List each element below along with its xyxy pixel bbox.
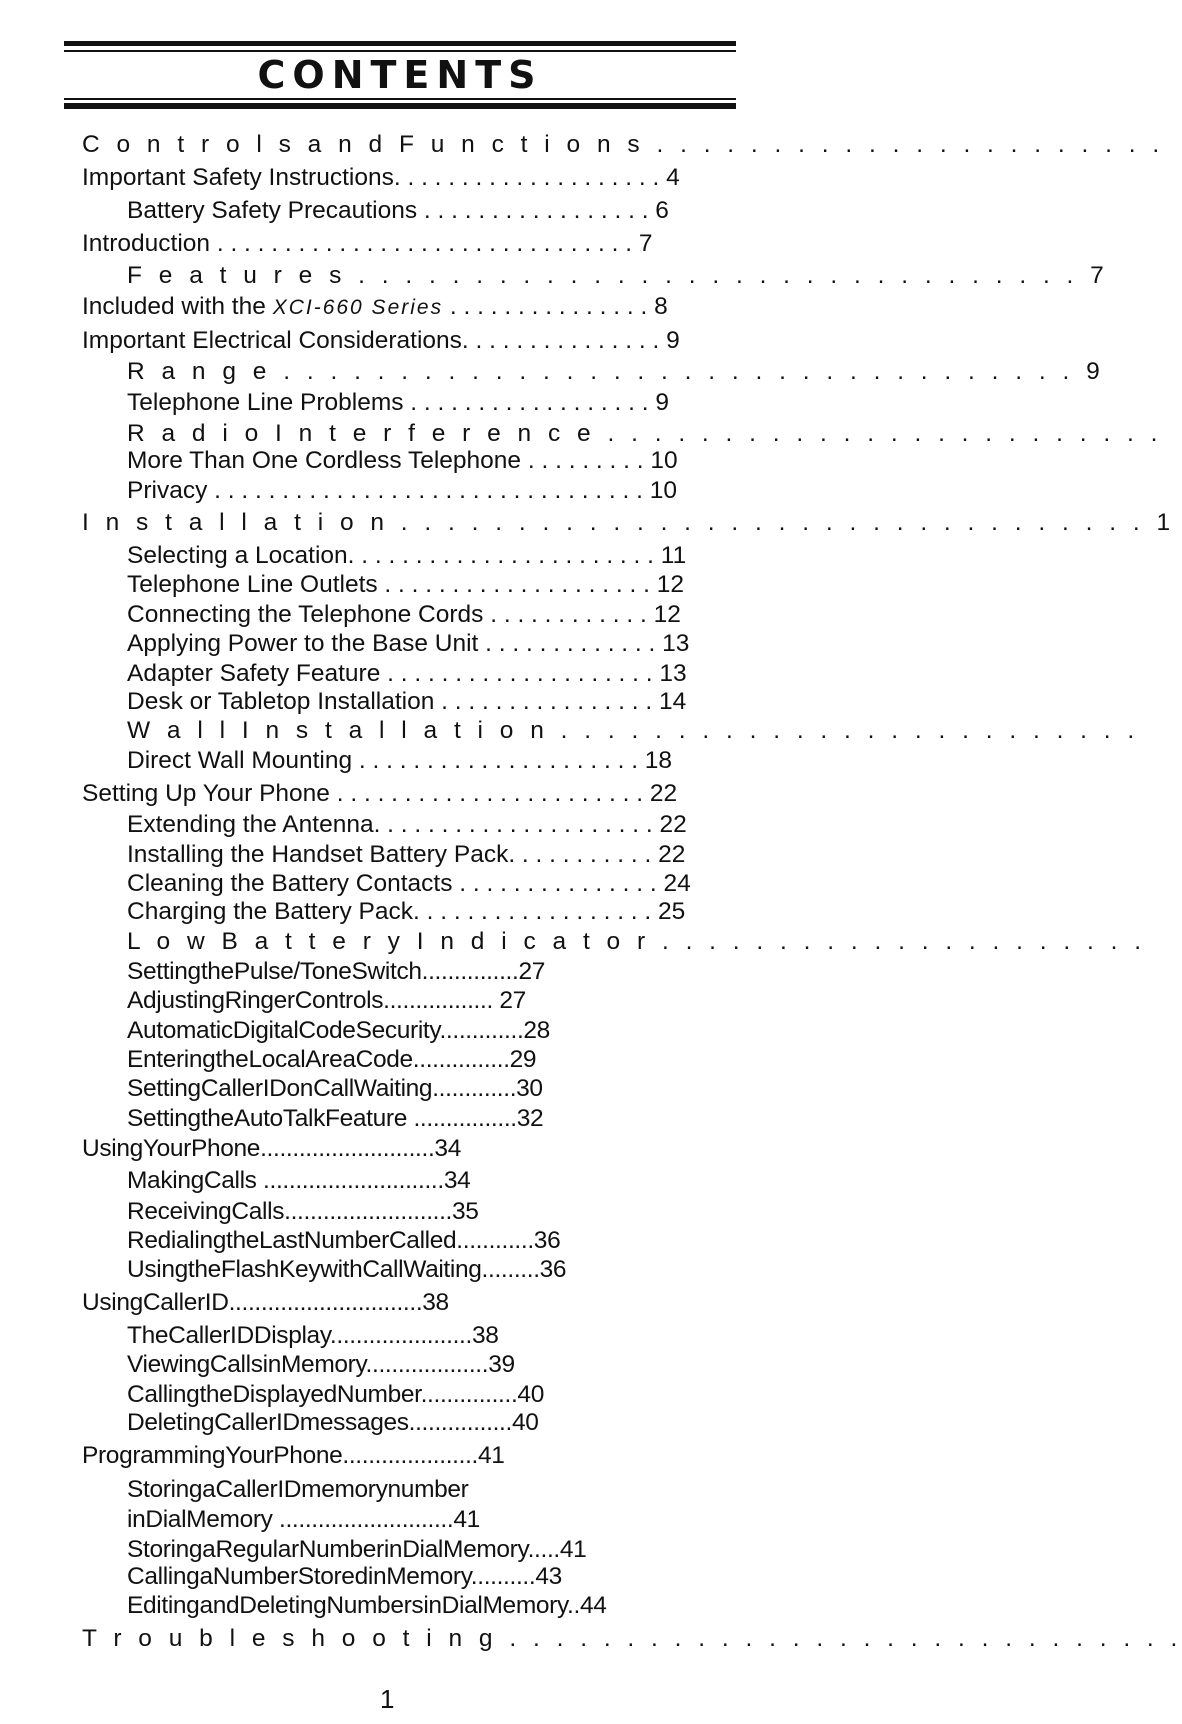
- toc-entry[interactable]: TheCallerIDDisplay......................38: [127, 1322, 499, 1349]
- toc-entry[interactable]: Introduction . . . . . . . . . . . . . . . . . . . . . . . . . . . . . . . 7: [82, 230, 653, 257]
- toc-entry[interactable]: W a l l I n s t a l l a t i o n . . . . . . . . . . . . . . . . . . . . . . . . .: [127, 717, 1140, 744]
- toc-entry[interactable]: T r o u b l e s h o o t i n g . . . . . . . . . . . . . . . . . . . . . . . . . . . . .: [82, 1625, 1182, 1652]
- page-title: CONTENTS: [257, 53, 543, 97]
- toc-entry[interactable]: Battery Safety Precautions . . . . . . . . . . . . . . . . . 6: [127, 197, 669, 224]
- toc-entry[interactable]: Important Safety Instructions. . . . . . . . . . . . . . . . . . . . 4: [82, 164, 680, 191]
- toc-entry[interactable]: AdjustingRingerControls................. 27: [127, 987, 526, 1014]
- toc-entry[interactable]: StoringaCallerIDmemorynumber: [127, 1476, 469, 1503]
- toc-entry[interactable]: Selecting a Location. . . . . . . . . . . . . . . . . . . . . . . 11: [127, 542, 687, 569]
- toc-entry[interactable]: More Than One Cordless Telephone . . . . . . . . . 10: [127, 447, 678, 474]
- toc-entry[interactable]: [82, 292, 668, 323]
- toc-entry[interactable]: MakingCalls ............................34: [127, 1167, 471, 1194]
- toc-entry-prefix: Included with the: [82, 293, 273, 320]
- toc-entry[interactable]: ViewingCallsinMemory...................39: [127, 1351, 515, 1378]
- toc-entry[interactable]: Direct Wall Mounting . . . . . . . . . . . . . . . . . . . . . 18: [127, 747, 673, 774]
- model-name: XCI-660 Series: [272, 296, 444, 319]
- toc-entry[interactable]: F e a t u r e s . . . . . . . . . . . . . . . . . . . . . . . . . . . . . . . 7: [127, 262, 1109, 289]
- toc-entry-suffix: . . . . . . . . . . . . . . . 8: [443, 293, 668, 320]
- toc-entry[interactable]: Connecting the Telephone Cords . . . . . . . . . . . . 12: [127, 601, 681, 628]
- page-number: 1: [380, 1684, 395, 1714]
- toc-entry[interactable]: SettingCallerIDonCallWaiting.............30: [127, 1075, 543, 1102]
- toc-entry[interactable]: inDialMemory ...........................41: [127, 1506, 480, 1533]
- toc-entry[interactable]: ProgrammingYourPhone.....................41: [82, 1442, 505, 1469]
- toc-entry[interactable]: I n s t a l l a t i o n . . . . . . . . . . . . . . . . . . . . . . . . . . . . . . . . 1: [82, 509, 1176, 536]
- toc-entry[interactable]: EditingandDeletingNumbersinDialMemory..44: [127, 1592, 607, 1619]
- toc-entry[interactable]: SettingthePulse/ToneSwitch...............27: [127, 958, 546, 985]
- toc-entry[interactable]: Installing the Handset Battery Pack. . . . . . . . . . . 22: [127, 841, 686, 868]
- toc-entry[interactable]: Charging the Battery Pack. . . . . . . . . . . . . . . . . . 25: [127, 898, 686, 925]
- toc-entry[interactable]: C o n t r o l s a n d F u n c t i o n s . . . . . . . . . . . . . . . . . . . . . .: [82, 131, 1165, 158]
- toc-entry[interactable]: DeletingCallerIDmessages................40: [127, 1409, 539, 1436]
- toc-entry[interactable]: UsingCallerID..............................38: [82, 1289, 449, 1316]
- toc-entry[interactable]: Adapter Safety Feature . . . . . . . . . . . . . . . . . . . . 13: [127, 660, 687, 687]
- toc-entry[interactable]: UsingtheFlashKeywithCallWaiting.........36: [127, 1256, 567, 1283]
- toc-entry[interactable]: EnteringtheLocalAreaCode...............29: [127, 1046, 537, 1073]
- toc-entry[interactable]: Extending the Antenna. . . . . . . . . . . . . . . . . . . . . 22: [127, 811, 687, 838]
- toc-entry[interactable]: UsingYourPhone...........................34: [82, 1135, 461, 1162]
- toc-entry[interactable]: Setting Up Your Phone . . . . . . . . . . . . . . . . . . . . . . . 22: [82, 780, 678, 807]
- toc-entry[interactable]: Applying Power to the Base Unit . . . . . . . . . . . . . 13: [127, 630, 690, 657]
- toc-entry[interactable]: Telephone Line Outlets . . . . . . . . . . . . . . . . . . . . 12: [127, 571, 684, 598]
- toc-entry[interactable]: CallingtheDisplayedNumber...............40: [127, 1381, 544, 1408]
- toc-entry[interactable]: R a n g e . . . . . . . . . . . . . . . . . . . . . . . . . . . . . . . . . . 9: [127, 358, 1105, 385]
- toc-entry[interactable]: ReceivingCalls..........................35: [127, 1198, 479, 1225]
- toc-entry[interactable]: RedialingtheLastNumberCalled............36: [127, 1227, 561, 1254]
- toc-entry[interactable]: Telephone Line Problems . . . . . . . . . . . . . . . . . . 9: [127, 389, 669, 416]
- toc-entry[interactable]: Desk or Tabletop Installation . . . . . . . . . . . . . . . . 14: [127, 688, 687, 715]
- toc-entry[interactable]: R a d i o I n t e r f e r e n c e . . . . . . . . . . . . . . . . . . . . . . . .: [127, 420, 1163, 447]
- toc-entry[interactable]: StoringaRegularNumberinDialMemory.....41: [127, 1536, 587, 1563]
- toc-entry[interactable]: SettingtheAutoTalkFeature ................32: [127, 1105, 544, 1132]
- toc-entry[interactable]: CallingaNumberStoredinMemory..........43: [127, 1563, 562, 1590]
- toc-entry[interactable]: L o w B a t t e r y I n d i c a t o r . . . . . . . . . . . . . . . . . . . . .: [127, 928, 1147, 955]
- toc-entry[interactable]: Important Electrical Considerations. . . . . . . . . . . . . . . 9: [82, 327, 680, 354]
- toc-entry[interactable]: AutomaticDigitalCodeSecurity.............28: [127, 1017, 550, 1044]
- toc-entry[interactable]: Privacy . . . . . . . . . . . . . . . . . . . . . . . . . . . . . . . . 10: [127, 477, 678, 504]
- toc-entry[interactable]: Cleaning the Battery Contacts . . . . . . . . . . . . . . . 24: [127, 870, 691, 897]
